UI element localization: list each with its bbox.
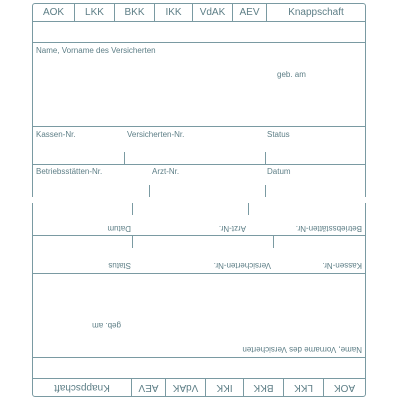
insurer-lkk[interactable]: LKK <box>283 379 323 396</box>
lower-form-half <box>32 201 366 397</box>
kassen-nr-label: Kassen-Nr. <box>36 130 76 139</box>
kassen-nr-label: Kassen-Nr. <box>322 261 362 270</box>
field-tick <box>132 236 133 248</box>
insurer-aok[interactable]: AOK <box>33 4 75 21</box>
field-tick <box>248 201 249 215</box>
divider-line <box>33 235 365 236</box>
insurer-row <box>33 4 365 22</box>
insurer-ikk[interactable]: IKK <box>205 379 243 396</box>
divider-line <box>33 126 365 127</box>
insurer-vdak[interactable]: VdAK <box>165 379 205 396</box>
datum-label: Datum <box>267 167 291 176</box>
status-label: Status <box>108 261 131 270</box>
insurer-lkk[interactable]: LKK <box>75 4 115 21</box>
arzt-nr-label: Arzt-Nr. <box>218 224 246 233</box>
arzt-nr-label: Arzt-Nr. <box>152 167 180 176</box>
dob-field-label: geb. am <box>92 321 121 330</box>
versicherten-nr-label: Versicherten-Nr. <box>127 130 185 139</box>
insurer-bkk[interactable]: BKK <box>115 4 155 21</box>
fold-gap <box>32 197 366 203</box>
field-tick <box>273 236 274 248</box>
name-field-label: Name, Vorname des Versicherten <box>242 345 362 354</box>
upper-form-half <box>32 3 366 199</box>
divider-line <box>33 273 365 274</box>
insurer-knappschaft[interactable]: Knappschaft <box>54 382 110 393</box>
status-label: Status <box>267 130 290 139</box>
insurer-row <box>33 378 365 396</box>
insurer-aev[interactable]: AEV <box>233 4 267 21</box>
versicherten-nr-label: Versicherten-Nr. <box>213 261 271 270</box>
insurer-aok[interactable]: AOK <box>323 379 365 396</box>
divider-line <box>33 42 365 43</box>
insurer-ikk[interactable]: IKK <box>155 4 193 21</box>
field-tick <box>124 152 125 164</box>
field-tick <box>265 152 266 164</box>
datum-label: Datum <box>107 224 131 233</box>
insurer-bkk[interactable]: BKK <box>243 379 283 396</box>
insurer-knappschaft[interactable]: Knappschaft <box>288 7 344 18</box>
dob-field-label: geb. am <box>277 70 306 79</box>
divider-line <box>33 357 365 358</box>
betriebsstaetten-nr-label: Betriebsstätten-Nr. <box>36 167 103 176</box>
insurer-vdak[interactable]: VdAK <box>193 4 233 21</box>
name-field-label: Name, Vorname des Versicherten <box>36 46 156 55</box>
betriebsstaetten-nr-label: Betriebsstätten-Nr. <box>295 224 362 233</box>
insurer-aev[interactable]: AEV <box>131 379 165 396</box>
divider-line <box>33 164 365 165</box>
field-tick <box>132 201 133 215</box>
